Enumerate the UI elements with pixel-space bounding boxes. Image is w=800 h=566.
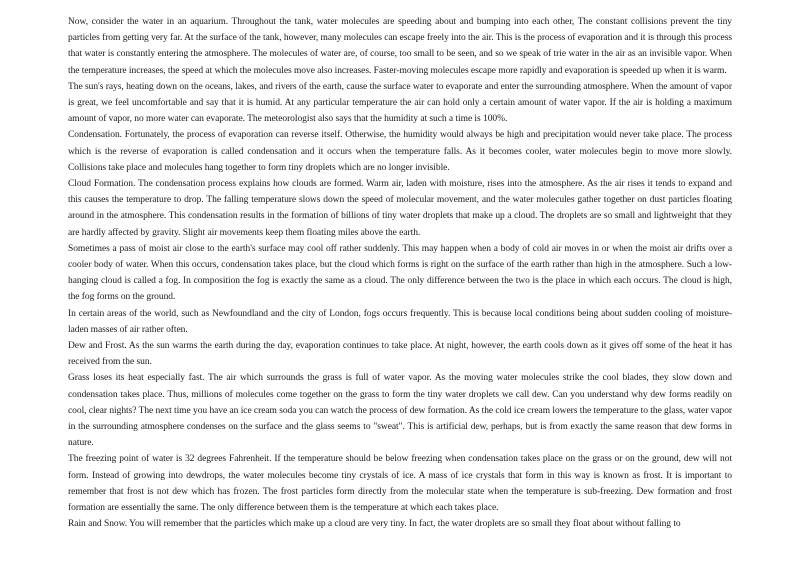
paragraph-grass-dew: Grass loses its heat especially fast. The air which surrounds the grass is full of water vapor. As the moving water molecules strike the cool blades, they slow down and condensation takes place. Thus, millions of molecules come together on the grass to form the tiny water droplets we call dew. Can you understand why dew forms readily on cool, clear nights? The next time you have an ice cream soda you can watch the process of dew formation. As the cold ice cream lowers the temperature to the glass, water vapor in the surrounding atmosphere condenses on the surface and the glass seems to "sweat". This is artificial dew, perhaps, but is from exactly the same reason that dew forms in nature. bbox=[68, 373, 733, 449]
paragraph-frost: The freezing point of water is 32 degrees Fahrenheit. If the temperature should be below freezing when condensation takes place on the grass or on the ground, dew will not form. Instead of growing into dewdrops, the water molecules become tiny crystals of ice. A mass of ice crystals that form in this way is known as frost. It is important to remember that frost is not dew which has frozen. The frost particles form directly from the molecular state when the temperature is sub-freezing. Dew formation and frost formation are essentially the same. The only difference between them is the temperature at which each takes place. bbox=[68, 454, 732, 514]
paragraph-fog: Sometimes a pass of moist air close to the earth's surface may cool off rather suddenly. This may happen when a body of cold air moves in or when the moist air drifts over a cooler body of water. When this occurs, condensation takes place, but the cloud which forms is right on the surface of the earth rather than high in the atmosphere. Such a low-hanging cloud is called a fog. In composition the fog is exactly the same as a cloud. The only difference between the two is the place in which each occurs. The cloud is high, the fog forms on the ground. bbox=[68, 243, 732, 303]
paragraph-dew-and-frost: Dew and Frost. As the sun warms the earth during the day, evaporation continues to take place. At night, however, the earth cools down as it gives off some of the heat it has received from the sun. bbox=[68, 341, 732, 368]
paragraph-fog-locations: In certain areas of the world, such as Newfoundland and the city of London, fogs occurs frequently. This is because local conditions being about sudden cooling of moisture-laden masses of air rather often. bbox=[68, 308, 732, 335]
paragraph-aquarium-evaporation: Now, consider the water in an aquarium. Throughout the tank, water molecules are speeding about and bumping into each other, The constant collisions prevent the tiny particles from getting very far. At the surface of the tank, however, many molecules can escape freely into the air. This is the process of evaporation and it is through this process that water is constantly entering the atmosphere. The molecules of water are, of course, too small to be seen, and so we speak of trie water in the air as an invisible vapor. When the temperature increases, the speed at which the molecules move also increases. Faster-moving molecules escape more rapidly and evaporation is speeded up when it is warm. bbox=[68, 17, 732, 76]
paragraph-rain-and-snow: Rain and Snow. You will remember that the particles which make up a cloud are very tiny. In fact, the water droplets are so small they float about without falling to bbox=[68, 519, 681, 530]
paragraph-humidity: The sun's rays, heating down on the oceans, lakes, and rivers of the earth, cause the surface water to evaporate and enter the surrounding atmosphere. When the amount of vapor is great, we feel uncomfortable and say that it is humid. At any particular temperature the air can hold only a certain amount of water vapor. If the air is holding a maximum amount of vapor, no more water can evaporate. The meteorologist also says that the humidity at such a time is 100%. bbox=[68, 81, 732, 125]
document-body bbox=[68, 14, 732, 533]
paragraph-cloud-formation: Cloud Formation. The condensation process explains how clouds are formed. Warm air, laden with moisture, rises into the atmosphere. As the air rises it tends to expand and this causes the temperature to drop. The falling temperature slows down the speed of molecular movement, and the water molecules gather together on dust particles floating around in the atmosphere. This condensation results in the formation of billions of tiny water droplets that make up a cloud. The droplets are so small and lightweight that they are hardly affected by gravity. Slight air movements keep them floating miles above the earth. bbox=[68, 179, 732, 238]
paragraph-condensation: Condensation. Fortunately, the process of evaporation can reverse itself. Otherwise, the humidity would always be high and precipitation would never take place. The process which is the reverse of evaporation is called condensation and it occurs when the temperature falls. As it becomes cooler, water molecules begin to move more slowly. Collisions take place and molecules hang together to form tiny droplets which are no longer invisible. bbox=[68, 130, 732, 173]
